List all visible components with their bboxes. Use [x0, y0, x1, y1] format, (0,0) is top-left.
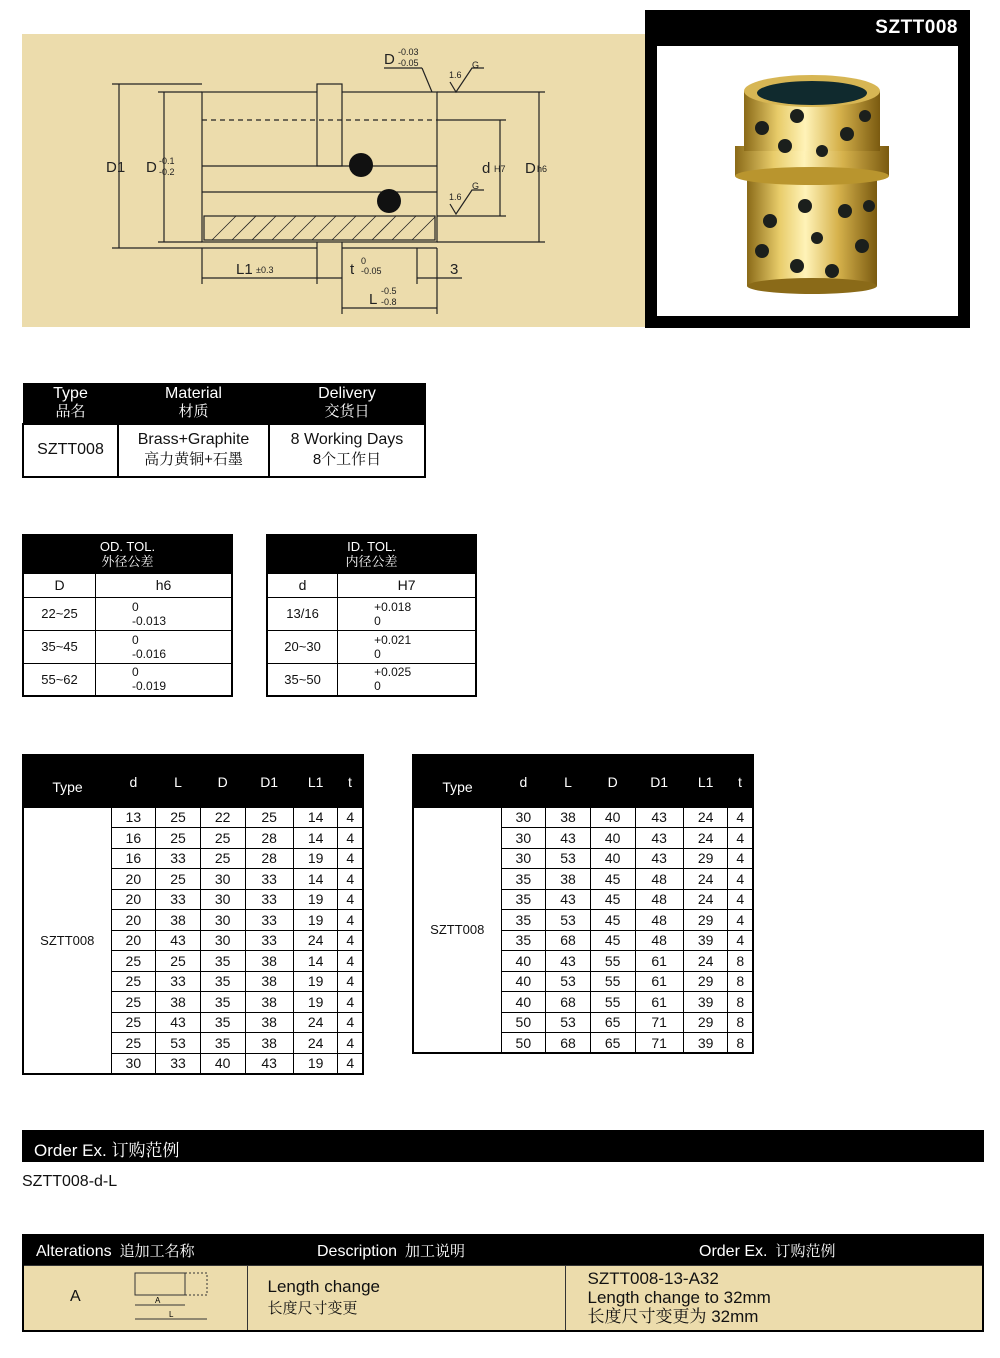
dimension-table-right	[412, 754, 754, 1054]
column-header-t: t	[338, 755, 363, 807]
cell-value: 24	[683, 889, 728, 910]
cell-value: 19	[293, 848, 338, 869]
svg-text:-0.05: -0.05	[398, 58, 419, 68]
tol-values: 0 -0.019	[96, 663, 232, 696]
cell-value: 39	[683, 1033, 728, 1054]
svg-text:1.6: 1.6	[449, 192, 462, 202]
cell-value: 8	[728, 971, 753, 992]
technical-drawing-panel	[22, 34, 647, 327]
svg-text:t: t	[350, 261, 355, 278]
cell-value: 40	[501, 951, 546, 972]
cell-description: Length change 长度尺寸变更	[247, 1265, 565, 1331]
svg-text:G: G	[472, 181, 480, 191]
column-header-d: D	[200, 755, 245, 807]
cell-value: 33	[156, 889, 201, 910]
header-description: Description 加工说明	[247, 1235, 565, 1265]
column-header-type: Type	[413, 755, 501, 807]
cell-value: 65	[590, 1012, 635, 1033]
cell-value: 4	[338, 1053, 363, 1074]
cell-value: 13	[111, 807, 156, 828]
cell-value: 25	[200, 848, 245, 869]
cell-value: 33	[156, 848, 201, 869]
cell-value: 4	[728, 910, 753, 931]
cell-value: 55	[590, 992, 635, 1013]
cell-value: 4	[728, 848, 753, 869]
svg-text:3: 3	[450, 261, 459, 278]
cell-value: 24	[293, 1033, 338, 1054]
cell-value: 53	[546, 1012, 591, 1033]
cell-value: 16	[111, 828, 156, 849]
column-header-d: D	[590, 755, 635, 807]
cell-value: 4	[338, 1012, 363, 1033]
tol-range: 20~30	[267, 630, 338, 663]
cell-value: 14	[293, 828, 338, 849]
cell-value: 8	[728, 992, 753, 1013]
cell-value: 45	[590, 889, 635, 910]
table-row	[267, 663, 476, 696]
product-info-table	[22, 383, 426, 478]
cell-value: 40	[590, 848, 635, 869]
cell-value: 30	[111, 1053, 156, 1074]
cell-value: 20	[111, 869, 156, 890]
tol-values: +0.025 0	[338, 663, 476, 696]
cell-value: 14	[293, 951, 338, 972]
bushing-product-image	[657, 46, 958, 316]
tol-values: 0 -0.016	[96, 630, 232, 663]
id-tol-title: ID. TOL. 内径公差	[267, 535, 476, 573]
length-change-sketch-icon	[129, 1269, 209, 1327]
id-tolerance-table: ID. TOL. 内径公差 d H7 13/16 +0.018 0 20~30 +0.021 0 35~50 +0.025 0	[266, 534, 477, 697]
cell-value: 39	[683, 930, 728, 951]
cell-value: 48	[635, 930, 683, 951]
table-row	[23, 807, 363, 828]
header-alterations: Alterations 追加工名称	[23, 1235, 247, 1265]
cell-value: 20	[111, 910, 156, 931]
cell-value: 19	[293, 889, 338, 910]
cell-value: 35	[501, 889, 546, 910]
svg-text:-0.05: -0.05	[361, 266, 382, 276]
svg-text:-0.03: -0.03	[398, 47, 419, 57]
cell-value: 43	[635, 828, 683, 849]
column-header-d: d	[501, 755, 546, 807]
cell-value: 4	[338, 889, 363, 910]
cell-value: 25	[111, 992, 156, 1013]
graphite-plug-icon	[349, 153, 373, 177]
label-D1: D1	[106, 159, 126, 176]
cell-value: 19	[293, 910, 338, 931]
label-D: D	[146, 159, 157, 176]
cell-type: SZTT008	[413, 807, 501, 1053]
cell-value: 61	[635, 971, 683, 992]
column-header-l1: L1	[683, 755, 728, 807]
column-header-l: L	[546, 755, 591, 807]
cell-value: 38	[546, 869, 591, 890]
cell-value: 35	[501, 910, 546, 931]
cell-type: SZTT008	[23, 424, 118, 477]
cell-order-example: SZTT008-13-A32 Length change to 32mm 长度尺寸变更为 32mm	[565, 1265, 983, 1331]
cell-value: 4	[338, 910, 363, 931]
cell-value: 68	[546, 930, 591, 951]
header-delivery: Delivery 交货日	[269, 384, 425, 424]
header-material: Material 材质	[118, 384, 269, 424]
cell-value: 25	[200, 828, 245, 849]
cell-value: 25	[156, 828, 201, 849]
cell-value: 30	[200, 930, 245, 951]
svg-text:D: D	[384, 51, 395, 68]
table-row	[23, 663, 232, 696]
table-row	[413, 807, 753, 828]
cell-value: 8	[728, 951, 753, 972]
cell-value: 4	[338, 848, 363, 869]
cell-value: 30	[501, 848, 546, 869]
cell-value: 48	[635, 889, 683, 910]
cell-value: 4	[338, 807, 363, 828]
cell-value: 4	[728, 807, 753, 828]
cell-value: 53	[546, 848, 591, 869]
header-type: Type 品名	[23, 384, 118, 424]
svg-text:-0.8: -0.8	[381, 297, 397, 307]
table-row	[267, 630, 476, 663]
cell-value: 22	[200, 807, 245, 828]
cell-value: 38	[245, 992, 293, 1013]
cell-value: 4	[728, 869, 753, 890]
cell-value: 38	[245, 951, 293, 972]
table-row	[23, 424, 425, 477]
cell-value: 4	[728, 889, 753, 910]
cell-value: 24	[683, 828, 728, 849]
od-tol-title: OD. TOL. 外径公差	[23, 535, 232, 573]
table-row	[267, 597, 476, 630]
cell-value: 38	[245, 971, 293, 992]
column-header-type: Type	[23, 755, 111, 807]
tol-values: 0 -0.013	[96, 597, 232, 630]
cell-value: 65	[590, 1033, 635, 1054]
cell-value: 68	[546, 992, 591, 1013]
cell-value: 20	[111, 889, 156, 910]
cell-value: 45	[590, 910, 635, 931]
cell-value: 33	[245, 910, 293, 931]
cell-value: 55	[590, 951, 635, 972]
cell-value: 30	[200, 889, 245, 910]
cell-value: 4	[728, 930, 753, 951]
cell-value: 30	[200, 910, 245, 931]
cell-value: 25	[111, 951, 156, 972]
svg-text:-0.1: -0.1	[159, 156, 175, 166]
cell-value: 25	[111, 1012, 156, 1033]
cell-value: 4	[338, 828, 363, 849]
svg-text:L1: L1	[236, 261, 253, 278]
cell-value: 48	[635, 910, 683, 931]
cell-value: 29	[683, 910, 728, 931]
cell-value: 19	[293, 992, 338, 1013]
cell-value: 19	[293, 1053, 338, 1074]
cell-value: 40	[590, 828, 635, 849]
tol-values: +0.018 0	[338, 597, 476, 630]
cell-type: SZTT008	[23, 807, 111, 1074]
cell-value: 4	[338, 869, 363, 890]
order-code-format: SZTT008-d-L	[22, 1173, 118, 1190]
svg-text:L: L	[369, 291, 378, 308]
cell-value: 8	[728, 1033, 753, 1054]
svg-text:G: G	[472, 60, 480, 70]
cell-value: 33	[156, 971, 201, 992]
cell-value: 33	[245, 889, 293, 910]
dimension-table-left	[22, 754, 364, 1075]
cell-value: 53	[156, 1033, 201, 1054]
cell-value: 35	[200, 1012, 245, 1033]
cell-value: 55	[590, 971, 635, 992]
cell-value: 30	[200, 869, 245, 890]
cell-value: 25	[245, 807, 293, 828]
cell-value: 14	[293, 869, 338, 890]
svg-text:-0.5: -0.5	[381, 286, 397, 296]
cell-value: 43	[546, 951, 591, 972]
cell-value: 71	[635, 1033, 683, 1054]
svg-text:d: d	[482, 160, 491, 177]
tol-range: 13/16	[267, 597, 338, 630]
cell-value: 71	[635, 1012, 683, 1033]
order-example-bar: Order Ex. 订购范例	[22, 1130, 984, 1162]
cell-value: 53	[546, 910, 591, 931]
cell-value: 38	[245, 1033, 293, 1054]
cell-value: 29	[683, 848, 728, 869]
cell-value: 30	[501, 807, 546, 828]
cell-value: 25	[156, 869, 201, 890]
alterations-table	[22, 1234, 984, 1332]
cell-value: 68	[546, 1033, 591, 1054]
column-header-t: t	[728, 755, 753, 807]
cell-value: 35	[501, 869, 546, 890]
cell-value: 4	[338, 992, 363, 1013]
cell-value: 38	[245, 1012, 293, 1033]
product-photo-frame	[657, 46, 958, 316]
svg-text:L: L	[169, 1309, 174, 1319]
cell-value: 40	[590, 807, 635, 828]
cell-value: 61	[635, 951, 683, 972]
cell-value: 35	[200, 1033, 245, 1054]
table-row	[23, 1265, 983, 1331]
cell-value: 25	[111, 971, 156, 992]
cell-value: 4	[338, 930, 363, 951]
cell-value: 40	[501, 971, 546, 992]
cell-value: 35	[501, 930, 546, 951]
header-order-example: Order Ex. 订购范例	[565, 1235, 983, 1265]
column-header-d: d	[111, 755, 156, 807]
cell-value: 38	[546, 807, 591, 828]
hatched-section	[204, 216, 435, 240]
graphite-plug-icon	[377, 189, 401, 213]
cell-value: 33	[245, 869, 293, 890]
svg-text:0: 0	[361, 256, 367, 266]
column-header-l1: L1	[293, 755, 338, 807]
column-header-l: L	[156, 755, 201, 807]
svg-text:1.6: 1.6	[449, 70, 462, 80]
cell-value: 14	[293, 807, 338, 828]
cell-value: 28	[245, 828, 293, 849]
cell-value: 40	[200, 1053, 245, 1074]
cell-value: 24	[293, 930, 338, 951]
cell-value: 35	[200, 971, 245, 992]
cell-value: 4	[338, 951, 363, 972]
cell-value: 45	[590, 930, 635, 951]
cell-value: 45	[590, 869, 635, 890]
cell-value: 29	[683, 1012, 728, 1033]
cell-value: 4	[338, 1033, 363, 1054]
cell-value: 43	[156, 1012, 201, 1033]
cell-value: 19	[293, 971, 338, 992]
cell-value: 50	[501, 1012, 546, 1033]
cell-value: 35	[200, 951, 245, 972]
cell-value: 50	[501, 1033, 546, 1054]
tol-range: 55~62	[23, 663, 96, 696]
tol-values: +0.021 0	[338, 630, 476, 663]
cell-value: 20	[111, 930, 156, 951]
cell-value: 25	[111, 1033, 156, 1054]
product-photo-panel	[645, 10, 970, 328]
svg-text:-0.2: -0.2	[159, 167, 175, 177]
bushing-technical-drawing	[22, 34, 647, 327]
svg-text:h6: h6	[537, 164, 548, 174]
cell-value: 30	[501, 828, 546, 849]
tol-range: 35~45	[23, 630, 96, 663]
cell-value: 4	[338, 971, 363, 992]
cell-value: 33	[156, 1053, 201, 1074]
cell-value: 43	[635, 848, 683, 869]
svg-text:±0.3: ±0.3	[256, 265, 274, 275]
cell-value: 53	[546, 971, 591, 992]
cell-value: 43	[546, 889, 591, 910]
cell-value: 25	[156, 807, 201, 828]
svg-text:D: D	[525, 160, 536, 177]
svg-text:H7: H7	[494, 164, 506, 174]
cell-value: 38	[156, 910, 201, 931]
column-header-d1: D1	[635, 755, 683, 807]
cell-value: 61	[635, 992, 683, 1013]
table-row	[23, 630, 232, 663]
cell-delivery: 8 Working Days 8个工作日	[269, 424, 425, 477]
cell-material: Brass+Graphite 高力黄铜+石墨	[118, 424, 269, 477]
cell-value: 33	[245, 930, 293, 951]
cell-alteration-code: A A L	[23, 1265, 247, 1331]
cell-value: 8	[728, 1012, 753, 1033]
cell-value: 29	[683, 971, 728, 992]
cell-value: 16	[111, 848, 156, 869]
table-row	[23, 597, 232, 630]
cell-value: 43	[156, 930, 201, 951]
cell-value: 24	[293, 1012, 338, 1033]
tol-range: 22~25	[23, 597, 96, 630]
cell-value: 43	[245, 1053, 293, 1074]
cell-value: 40	[501, 992, 546, 1013]
cell-value: 38	[156, 992, 201, 1013]
cell-value: 25	[156, 951, 201, 972]
cell-value: 24	[683, 951, 728, 972]
cell-value: 48	[635, 869, 683, 890]
cell-value: 24	[683, 807, 728, 828]
cell-value: 4	[728, 828, 753, 849]
column-header-d1: D1	[245, 755, 293, 807]
cell-value: 43	[546, 828, 591, 849]
svg-text:A: A	[155, 1295, 161, 1305]
cell-value: 43	[635, 807, 683, 828]
cell-value: 39	[683, 992, 728, 1013]
od-tolerance-table: OD. TOL. 外径公差 D h6 22~25 0 -0.013 35~45 0 -0.016 55~62 0 -0.019	[22, 534, 233, 697]
tol-range: 35~50	[267, 663, 338, 696]
cell-value: 35	[200, 992, 245, 1013]
product-code-title: SZTT008	[875, 17, 958, 38]
cell-value: 28	[245, 848, 293, 869]
cell-value: 24	[683, 869, 728, 890]
